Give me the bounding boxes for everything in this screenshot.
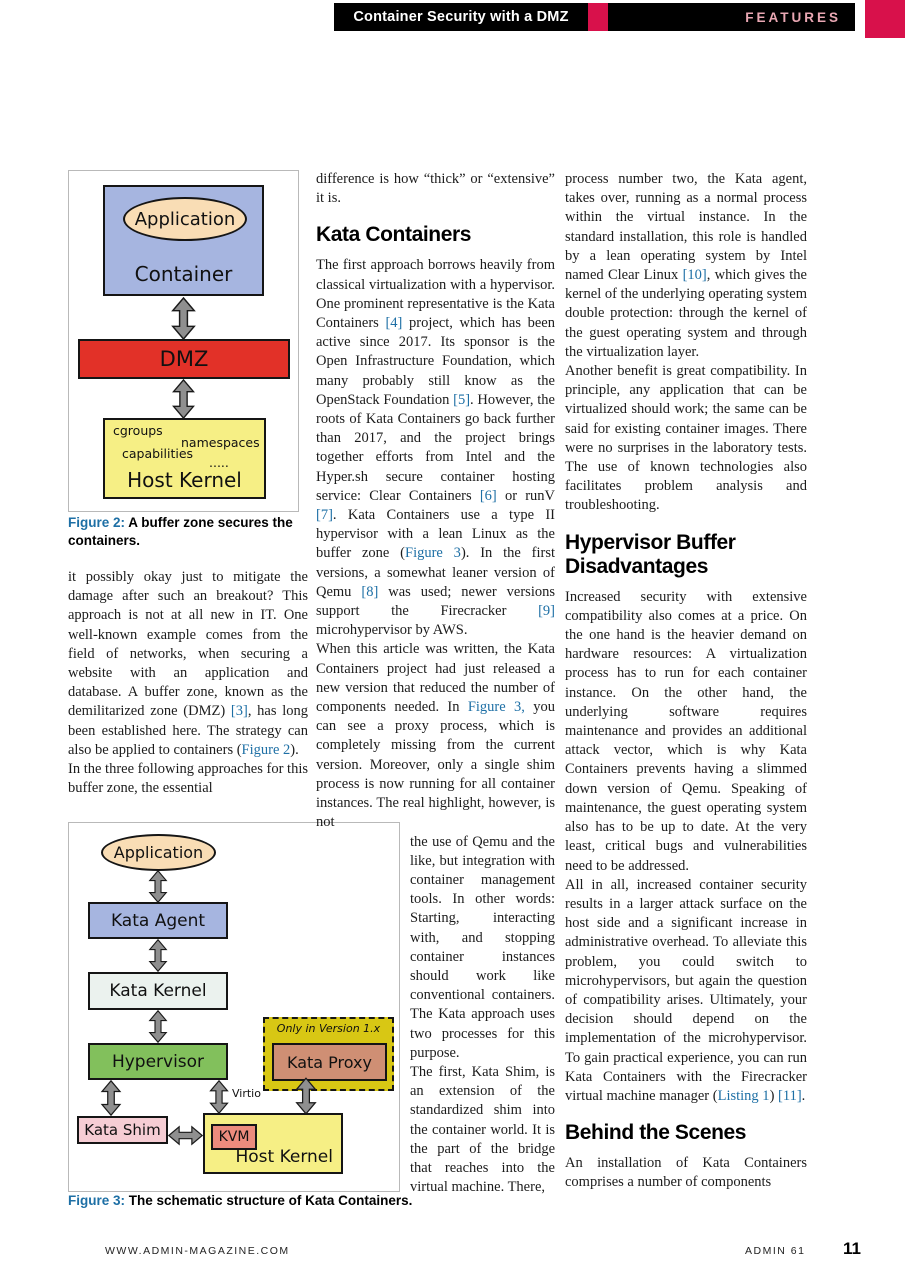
fig2-dmz-label: DMZ xyxy=(159,347,209,371)
reference-link[interactable]: [8] xyxy=(361,583,379,600)
fig3-kata-shim-box xyxy=(77,1116,168,1144)
fig2-host-kernel-box xyxy=(103,418,266,499)
paragraph xyxy=(565,362,807,516)
text-wrap-beside-figure3 xyxy=(410,833,555,1198)
fig3-application-label: Application xyxy=(113,843,204,862)
text-run: it possibly okay just to mitigate the damage after such an breakout? This approach is not at all new in IT. One well-known example comes from the field of networks, when securing a website with an application and database. A buffer zone, known as the demilitarized zone (DMZ) xyxy=(68,569,308,720)
paragraph xyxy=(410,1063,555,1197)
text-run: The first, Kata Shim, is an extension of the standardized shim into the container world. It is the part of the bridge that reaches into the virtual machine. There, xyxy=(410,1063,555,1196)
fig2-dmz-box xyxy=(78,339,290,379)
fig3-arrow-proxy-hostkernel xyxy=(295,1077,317,1115)
reference-link[interactable]: [10] xyxy=(682,267,707,284)
reference-link[interactable]: Figure 2 xyxy=(241,741,291,758)
fig3-hypervisor-label: Hypervisor xyxy=(111,1051,205,1072)
heading-behind-the-scenes: Behind the Scenes xyxy=(565,1121,747,1145)
text-run: In the three following approaches for this buffer zone, the essential xyxy=(68,761,308,797)
running-title: Container Security with a DMZ xyxy=(353,9,569,25)
fig3-hypervisor-box xyxy=(88,1043,228,1080)
reference-link[interactable]: [5] xyxy=(453,391,471,408)
text-run: , has long been established here. The strategy can also be applied to containers ( xyxy=(68,703,308,758)
fig2-application-ellipse xyxy=(123,197,247,241)
text-run: , which gives the kernel of the underlying operating system double protection: through the kernel of the guest operating system and through the virtualization layer. xyxy=(565,267,808,360)
text-run: All in all, increased container security results in a larger attack surface on the host side and a significant increase in administrative overhead. To alleviate this problem, you could switch to microhypervisors, but again the question of compatibility arises. Ultimately, your decision should depend on the implementation of the microhypervisor. To gain practical experience, you can run Kata Containers with the Firecracker virtual machine manager ( xyxy=(565,876,807,1104)
figure2-caption-text: A buffer zone secures the containers. xyxy=(68,515,293,548)
fig3-only-version-group xyxy=(263,1017,394,1091)
paragraph xyxy=(316,170,555,208)
footer-page-number: 11 xyxy=(843,1239,861,1258)
reference-link[interactable]: [4] xyxy=(385,315,403,332)
figure3-caption-text: The schematic structure of Kata Containers. xyxy=(128,1193,413,1208)
footer-issue: ADMIN 61 xyxy=(745,1245,806,1257)
heading-hypervisor-buffer-disadvantages: Hypervisor Buffer Disadvantages xyxy=(565,530,736,578)
paragraph xyxy=(68,568,308,760)
text-run: the use of Qemu and the like, but integration with container management tools. In other words: Starting, interacting with, and stopping container instances should work like conventional containers. The Kata approach uses two processes for this purpose. xyxy=(410,833,555,1061)
text-run: . Kata Containers use a type II hypervisor with a lean Linux as the buffer zone ( xyxy=(316,507,555,562)
text-run: process number two, the Kata agent, takes over, running as a normal process within the virtual instance. In the standard installation, this role is handled by a lean operating system by Intel named Clear Linux xyxy=(565,171,807,284)
fig2-container-label: Container xyxy=(134,262,233,286)
footer-website: WWW.ADMIN-MAGAZINE.COM xyxy=(105,1245,290,1257)
fig3-host-kernel-label: Host Kernel xyxy=(235,1147,333,1167)
paragraph xyxy=(565,170,807,362)
fig3-arrow-hypervisor-hostkernel xyxy=(208,1080,230,1114)
fig3-arrow-application-agent xyxy=(147,870,169,903)
fig2-namespaces-label: namespaces xyxy=(181,435,260,450)
fig2-arrow-dmz-hostkernel xyxy=(170,379,197,419)
text-run: difference is how “thick” or “extensive” it is. xyxy=(316,171,555,207)
reference-link[interactable]: [7] xyxy=(316,507,333,524)
fig2-cgroups-label: cgroups xyxy=(113,423,163,438)
paragraph xyxy=(316,640,555,832)
text-run: project, which has been active since 2017. Its sponsor is the Open Infrastructure Foundation, which many probably still know as the OpenStack Foundation xyxy=(316,315,555,408)
reference-link[interactable]: Figure 3, xyxy=(467,699,525,716)
text-run: ) xyxy=(769,1087,779,1104)
fig3-kvm-label: KVM xyxy=(218,1129,250,1145)
fig3-arrow-kernel-hypervisor xyxy=(147,1010,169,1043)
text-run: Another benefit is great compatibility. In principle, any application that can be virtualized should work; the same can be said for existing container images. There were no surprises in the laboratory tests. The use of known technologies also facilitates problem analysis and troubleshooting. xyxy=(565,363,807,514)
text-run: An installation of Kata Containers comprises a number of components xyxy=(565,1155,807,1191)
text-run: ). xyxy=(290,741,299,758)
text-run: you can see a proxy process, which is completely missing from the current version. Moreover, only a single shim process is now running for all container instances. The real highlight, however, is not xyxy=(316,699,556,831)
fig3-application-ellipse xyxy=(101,834,216,871)
text-run: The first approach borrows heavily from classical virtualization with a hypervisor. One prominent representative is the Kata Containers xyxy=(316,257,555,332)
text-run: . xyxy=(801,1087,806,1104)
fig3-arrow-hypervisor-shim xyxy=(100,1080,122,1116)
text-run: . However, the roots of Kata Containers go back further than 2017, and the project brings together efforts from Intel and the Hyper.sh secure container hosting service: Clear Containers xyxy=(316,391,555,504)
text-run: or runV xyxy=(496,487,555,504)
paragraph xyxy=(565,876,807,1106)
fig3-kata-kernel-label: Kata Kernel xyxy=(109,981,207,1001)
fig3-kata-proxy-box xyxy=(272,1043,387,1081)
fig3-virtio-label: Virtio xyxy=(232,1087,261,1100)
reference-link[interactable]: [9] xyxy=(538,603,555,620)
paragraph xyxy=(410,833,555,1063)
fig3-kata-agent-label: Kata Agent xyxy=(110,910,206,931)
fig3-kata-kernel-box xyxy=(88,972,228,1010)
fig3-arrow-shim-kvm xyxy=(168,1124,203,1147)
fig3-kata-shim-label: Kata Shim xyxy=(84,1121,161,1139)
text-run: When this article was written, the Kata Containers project had just released a new version that reduced the number of components needed. In xyxy=(316,641,555,716)
fig2-dots-label: ..... xyxy=(209,455,229,470)
figure2-diagram xyxy=(68,170,299,512)
fig3-only-version-label: Only in Version 1.x xyxy=(276,1022,381,1035)
section-label: FEATURES xyxy=(745,9,841,25)
fig2-arrow-container-dmz xyxy=(170,297,197,340)
reference-link[interactable]: Listing 1 xyxy=(717,1087,770,1104)
figure3-caption-label: Figure 3: xyxy=(68,1193,126,1208)
fig3-kata-agent-box xyxy=(88,902,228,939)
text-run: ). In the first versions, a somewhat leaner version of Qemu xyxy=(316,545,555,600)
reference-link[interactable]: [6] xyxy=(479,487,497,504)
text-run: was used; newer versions support the Firecracker xyxy=(316,583,555,620)
column-3 xyxy=(565,170,807,1193)
fig3-arrow-agent-kernel xyxy=(147,939,169,972)
figure2-caption xyxy=(68,514,293,550)
column-1 xyxy=(68,568,308,798)
reference-link[interactable]: Figure 3 xyxy=(405,545,461,562)
text-run: microhypervisor by AWS. xyxy=(316,622,468,639)
fig2-host-kernel-label: Host Kernel xyxy=(127,468,242,492)
paragraph xyxy=(565,588,807,876)
article-header-bar xyxy=(334,3,588,31)
paragraph xyxy=(565,1154,807,1192)
heading-kata-containers: Kata Containers xyxy=(316,223,472,247)
paragraph xyxy=(316,256,555,640)
reference-link[interactable]: [3] xyxy=(230,703,248,720)
paragraph xyxy=(68,760,308,798)
text-run: Increased security with extensive compatibility also comes at a price. On the one hand is the heavier demand on hardware resources: A virtualization process has to run for each container instance. On the other hand, the underlying software requires maintenance and provides an additional attack vector, which is why Kata Containers prevents having a slimmed down version of Qemu. Speaking of maintenance, the guest operating system also has to be up to date. At the very least, critical bugs and vulnerabilities need to be addressed. xyxy=(565,588,807,874)
fig2-capabilities-label: capabilities xyxy=(122,446,194,461)
fig2-container-box xyxy=(103,185,264,296)
header-accent-square xyxy=(865,0,905,38)
fig2-application-label: Application xyxy=(134,208,236,230)
fig3-kata-proxy-label: Kata Proxy xyxy=(286,1052,372,1072)
header-accent-block xyxy=(588,3,608,31)
figure2-caption-label: Figure 2: xyxy=(68,515,126,530)
reference-link[interactable]: [11] xyxy=(778,1087,802,1104)
section-header-bar xyxy=(608,3,855,31)
